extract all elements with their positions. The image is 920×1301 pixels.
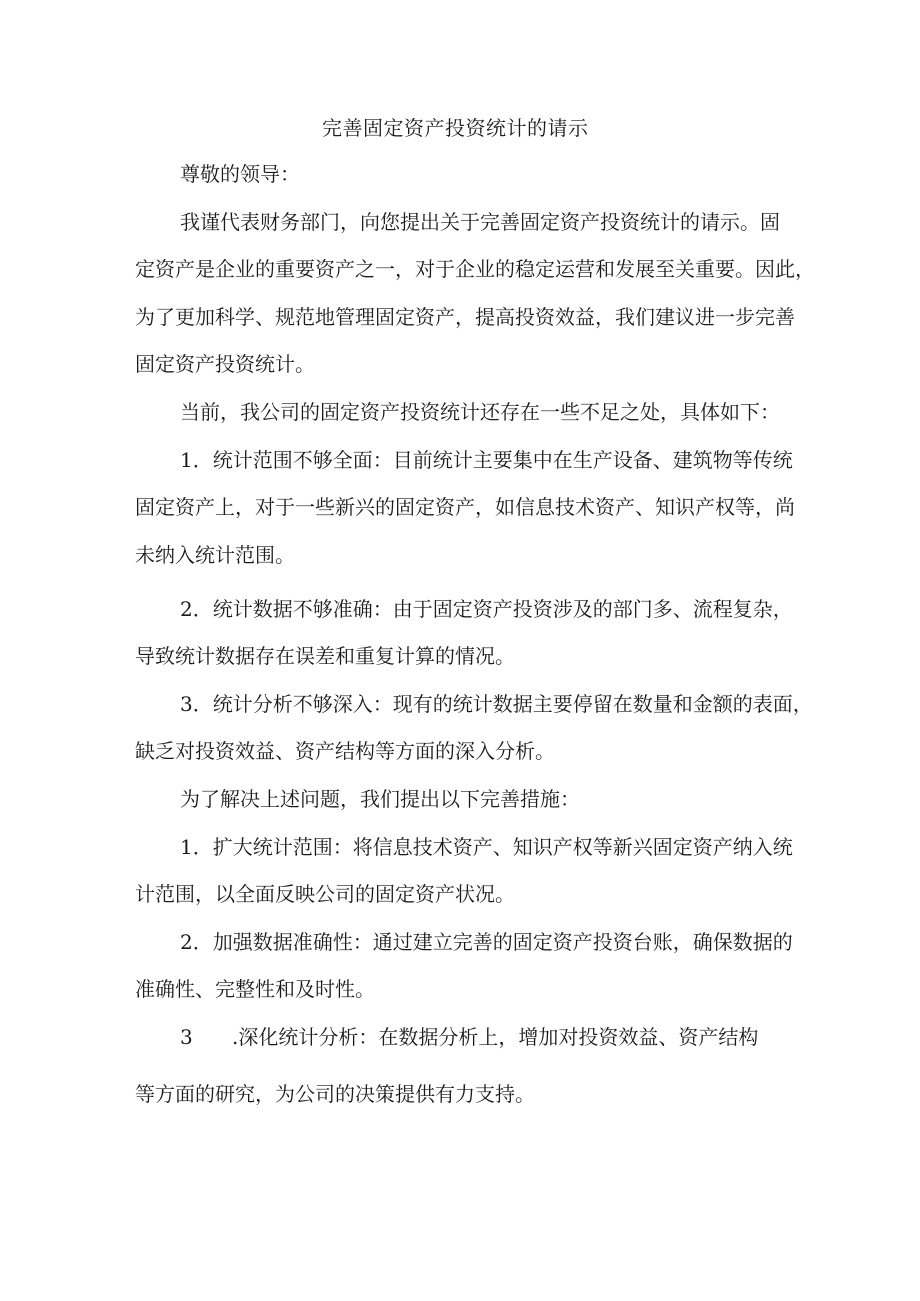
- problem-1-line-1: 1．统计范围不够全面：目前统计主要集中在生产设备、建筑物等传统: [180, 448, 793, 472]
- problem-2-line-2: 导致统计数据存在误差和重复计算的情况。: [135, 644, 515, 668]
- measure-3-line-2: 等方面的研究，为公司的决策提供有力支持。: [135, 1082, 535, 1106]
- problem-1-line-2: 固定资产上，对于一些新兴的固定资产，如信息技术资产、知识产权等，尚: [135, 495, 795, 519]
- problem-3-line-1: 3．统计分析不够深入：现有的统计数据主要停留在数量和金额的表面，: [180, 692, 813, 716]
- problem-1-line-3: 未纳入统计范围。: [135, 543, 295, 567]
- intro-line-3: 为了更加科学、规范地管理固定资产，提高投资效益，我们建议进一步完善: [135, 305, 795, 329]
- measure-2-line-1: 2．加强数据准确性：通过建立完善的固定资产投资台账，确保数据的: [180, 930, 793, 954]
- measures-intro: 为了解决上述问题，我们提出以下完善措施：: [180, 787, 580, 811]
- measure-3-number: 3: [180, 1025, 193, 1049]
- salutation: 尊敬的领导：: [180, 162, 300, 186]
- document-title: 完善固定资产投资统计的请示: [322, 116, 589, 140]
- problem-3-line-2: 缺乏对投资效益、资产结构等方面的深入分析。: [135, 739, 555, 763]
- measure-1-line-1: 1．扩大统计范围：将信息技术资产、知识产权等新兴固定资产纳入统: [180, 835, 793, 859]
- intro-line-1: 我谨代表财务部门，向您提出关于完善固定资产投资统计的请示。固: [180, 210, 780, 234]
- problem-2-line-1: 2．统计数据不够准确：由于固定资产投资涉及的部门多、流程复杂，: [180, 597, 793, 621]
- measure-3-line-1: .深化统计分析：在数据分析上，增加对投资效益、资产结构: [232, 1025, 759, 1049]
- problems-intro: 当前，我公司的固定资产投资统计还存在一些不足之处，具体如下：: [180, 400, 780, 424]
- measure-1-line-2: 计范围，以全面反映公司的固定资产状况。: [135, 882, 515, 906]
- intro-line-2: 定资产是企业的重要资产之一，对于企业的稳定运营和发展至关重要。因此，: [135, 257, 815, 281]
- measure-2-line-2: 准确性、完整性和及时性。: [135, 977, 375, 1001]
- intro-line-4: 固定资产投资统计。: [135, 352, 315, 376]
